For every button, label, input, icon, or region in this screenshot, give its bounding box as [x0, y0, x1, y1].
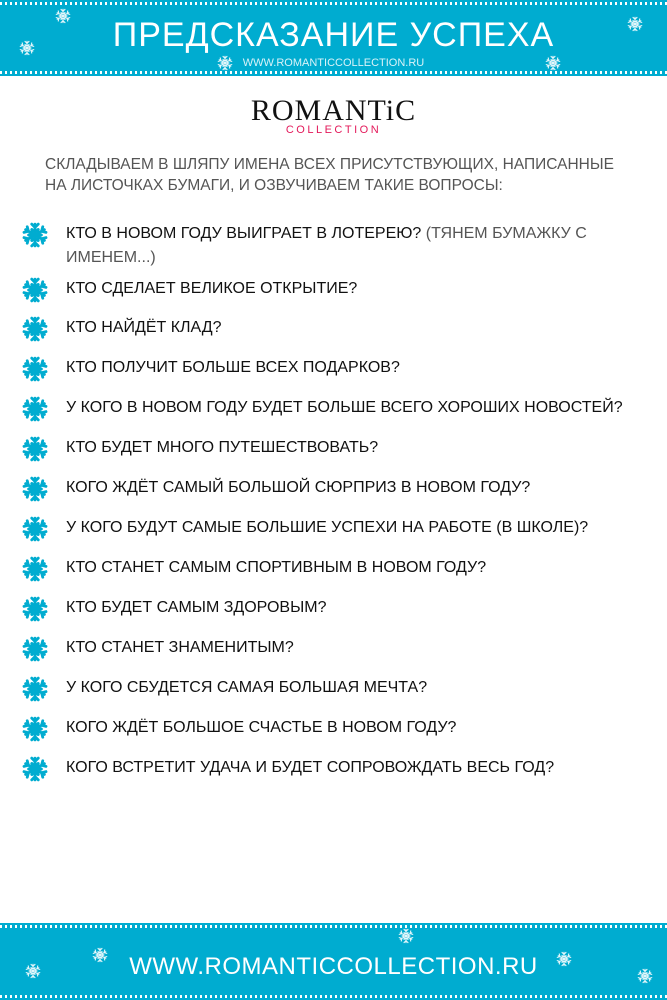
list-item — [22, 356, 626, 382]
question-text — [66, 676, 626, 700]
snowflake-icon — [217, 55, 233, 71]
list-item — [22, 396, 626, 422]
question-main: КТО БУДЕТ МНОГО ПУТЕШЕСТВОВАТЬ? — [66, 439, 379, 456]
list-item — [22, 476, 626, 502]
snowflake-icon — [22, 516, 48, 542]
snowflake-icon — [22, 596, 48, 622]
snowflake-icon — [545, 55, 561, 71]
list-item — [22, 676, 626, 702]
question-text — [66, 756, 626, 780]
list-item — [22, 716, 626, 742]
list-item — [22, 222, 626, 270]
question-text — [66, 316, 626, 340]
page-title: ПРЕДСКАЗАНИЕ УСПЕХА — [112, 16, 555, 54]
question-text — [66, 516, 626, 540]
question-text — [66, 222, 626, 270]
snowflake-icon — [22, 396, 48, 422]
snowflake-icon — [22, 716, 48, 742]
brand-logo: ROMANTiC COLLECTION — [250, 94, 417, 136]
footer-banner — [0, 923, 667, 1000]
question-text — [66, 277, 626, 301]
question-text — [66, 596, 626, 620]
question-main: КТО НАЙДЁТ КЛАД? — [66, 319, 222, 336]
snowflake-icon — [22, 356, 48, 382]
question-text — [66, 636, 626, 660]
question-main: КТО СДЕЛАЕТ ВЕЛИКОЕ ОТКРЫТИЕ? — [66, 280, 358, 297]
question-text — [66, 396, 626, 420]
snowflake-icon — [22, 277, 48, 303]
list-item — [22, 556, 626, 582]
snowflake-icon — [22, 436, 48, 462]
snowflake-icon — [556, 951, 572, 967]
question-main: КОГО ЖДЁТ БОЛЬШОЕ СЧАСТЬЕ В НОВОМ ГОДУ? — [66, 719, 457, 736]
footer-url: WWW.ROMANTICCOLLECTION.RU — [129, 953, 538, 980]
question-main: КТО БУДЕТ САМЫМ ЗДОРОВЫМ? — [66, 599, 327, 616]
snowflake-icon — [22, 556, 48, 582]
question-text — [66, 556, 626, 580]
snowflake-icon — [22, 316, 48, 342]
question-main: У КОГО БУДУТ САМЫЕ БОЛЬШИЕ УСПЕХИ НА РАБОТЕ (В ШКОЛЕ)? — [66, 519, 589, 536]
question-main: КТО СТАНЕТ ЗНАМЕНИТЫМ? — [66, 639, 294, 656]
question-main: У КОГО СБУДЕТСЯ САМАЯ БОЛЬШАЯ МЕЧТА? — [66, 679, 428, 696]
question-text — [66, 716, 626, 740]
question-text — [66, 476, 626, 500]
list-item — [22, 636, 626, 662]
list-item — [22, 596, 626, 622]
snowflake-icon — [398, 928, 414, 944]
snowflake-icon — [22, 476, 48, 502]
question-main: КОГО ВСТРЕТИТ УДАЧА И БУДЕТ СОПРОВОЖДАТЬ ВЕСЬ ГОД? — [66, 759, 555, 776]
snowflake-icon — [22, 222, 48, 248]
list-item — [22, 316, 626, 342]
header-banner — [0, 0, 667, 76]
snowflake-icon — [22, 756, 48, 782]
question-main: КТО В НОВОМ ГОДУ ВЫИГРАЕТ В ЛОТЕРЕЮ? — [66, 225, 422, 242]
snowflake-icon — [22, 676, 48, 702]
list-item — [22, 436, 626, 462]
question-main: КТО СТАНЕТ САМЫМ СПОРТИВНЫМ В НОВОМ ГОДУ? — [66, 559, 487, 576]
snowflake-icon — [22, 636, 48, 662]
snowflake-icon — [637, 968, 653, 984]
question-note: (ТЯНЕМ БУМАЖКУ С ИМЕНЕМ...) — [66, 225, 587, 266]
snowflake-icon — [19, 40, 35, 56]
question-main: КОГО ЖДЁТ САМЫЙ БОЛЬШОЙ СЮРПРИЗ В НОВОМ ГОДУ? — [66, 479, 531, 496]
question-text — [66, 356, 626, 380]
intro-text: СКЛАДЫВАЕМ В ШЛЯПУ ИМЕНА ВСЕХ ПРИСУТСТВУЮЩИХ, НАПИСАННЫЕ НА ЛИСТОЧКАХ БУМАГИ, И ОЗВУЧИВАЕМ ТАКИЕ ВОПРОСЫ: — [45, 156, 614, 194]
snowflake-icon — [627, 16, 643, 32]
question-main: КТО ПОЛУЧИТ БОЛЬШЕ ВСЕХ ПОДАРКОВ? — [66, 359, 400, 376]
list-item — [22, 277, 626, 303]
question-text — [66, 436, 626, 460]
snowflake-icon — [25, 963, 41, 979]
header-url: WWW.ROMANTICCOLLECTION.RU — [242, 57, 425, 69]
list-item — [22, 756, 626, 782]
question-main: У КОГО В НОВОМ ГОДУ БУДЕТ БОЛЬШЕ ВСЕГО ХОРОШИХ НОВОСТЕЙ? — [66, 399, 623, 416]
snowflake-icon — [55, 8, 71, 24]
list-item — [22, 516, 626, 542]
snowflake-icon — [92, 947, 108, 963]
